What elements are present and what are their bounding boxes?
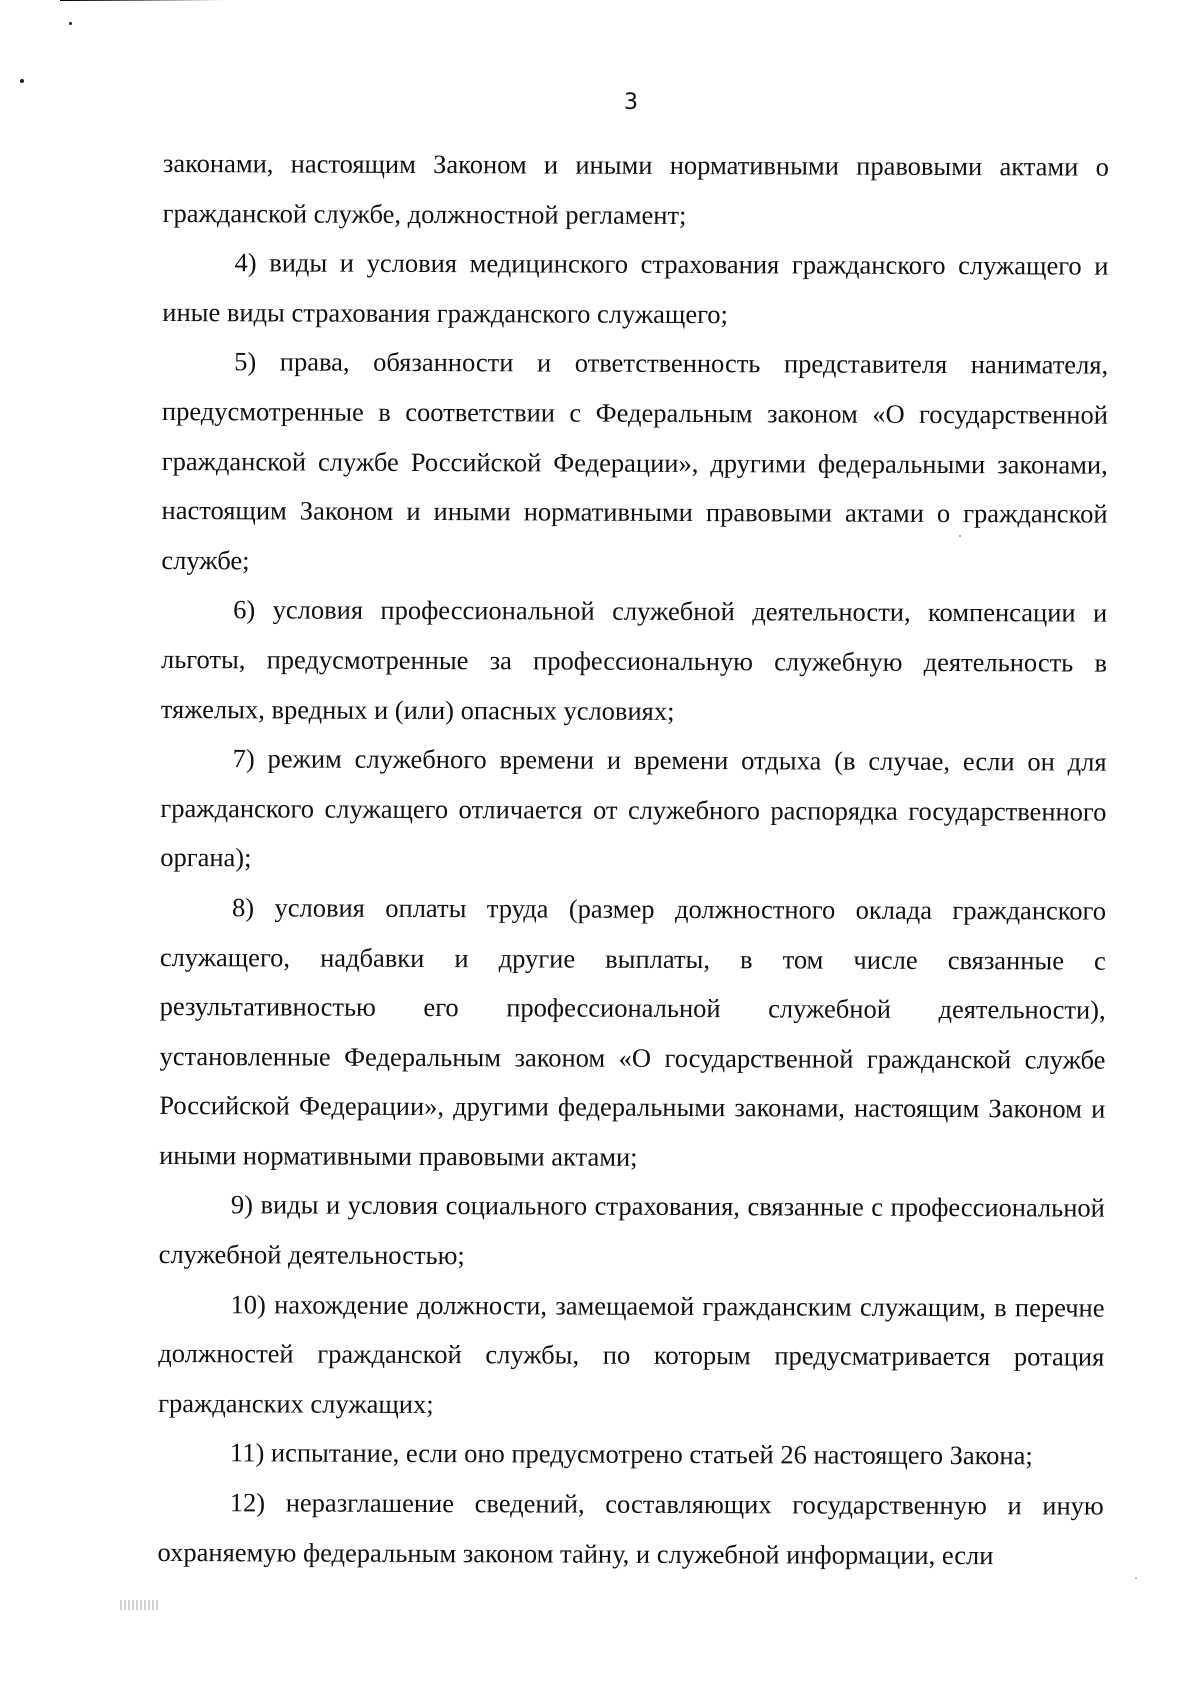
paragraph-item-11: 11) испытание, если оно предусмотрено статьей 26 настоящего Закона; [229, 1437, 1033, 1471]
page-number: 3 [624, 90, 638, 115]
paragraph-item-9: 9) виды и условия социального страхования, связанные с профессиональной служебной деятельностью; [158, 1189, 1105, 1271]
scan-edge-line [60, 0, 1200, 1]
paragraph-item-7: 7) режим служебного времени и времени отдыха (в случае, если он для гражданского служащего отличается от служебного распорядка государственного органа); [160, 743, 1107, 873]
paragraph-item-6: 6) условия профессиональной служебной деятельности, компенсации и льготы, предусмотренные за профессиональную служебную деятельность в тяжелых, вредных и (или) опасных условиях; [160, 594, 1108, 726]
document-body [157, 139, 1109, 1581]
scan-speck [20, 79, 24, 83]
paragraph-item-10: 10) нахождение должности, замещаемой гражданским служащим, в перечне должностей гражданской службы, по которым предусматривается ротация гражданских служащих; [158, 1288, 1105, 1419]
paragraph-item-8: 8) условия оплаты труда (размер должностного оклада гражданского служащего, надбавки и другие выплаты, в том числе связанные с результативностью его профессиональной служебной деятельности), установленные Федеральным законом «О государственной гражданской службе Российской Федерации», другими федеральными законами, настоящим Законом и иными нормативными правовыми актами; [159, 892, 1107, 1172]
paragraph-continuation: законами, настоящим Законом и иными нормативными правовыми актами о гражданской службе, должностной регламент; [162, 147, 1109, 230]
paragraph-item-4: 4) виды и условия медицинского страхования гражданского служащего и иные виды страхования гражданского служащего; [162, 247, 1109, 329]
scan-speck [1135, 1577, 1137, 1579]
scan-smudge [120, 1600, 160, 1610]
paragraph-item-12: 12) неразглашение сведений, составляющих государственную и иную охраняемую федеральным законом тайну, и служебной информации, если [157, 1487, 1104, 1570]
scan-speck [69, 22, 72, 25]
paragraph-item-5: 5) права, обязанности и ответственность представителя нанимателя, предусмотренные в соответствии с Федеральным законом «О государственной гражданской службе Российской Федерации», другими федеральными законами, настоящим Законом и иными нормативными правовыми актами о гражданской службе; [161, 346, 1109, 576]
